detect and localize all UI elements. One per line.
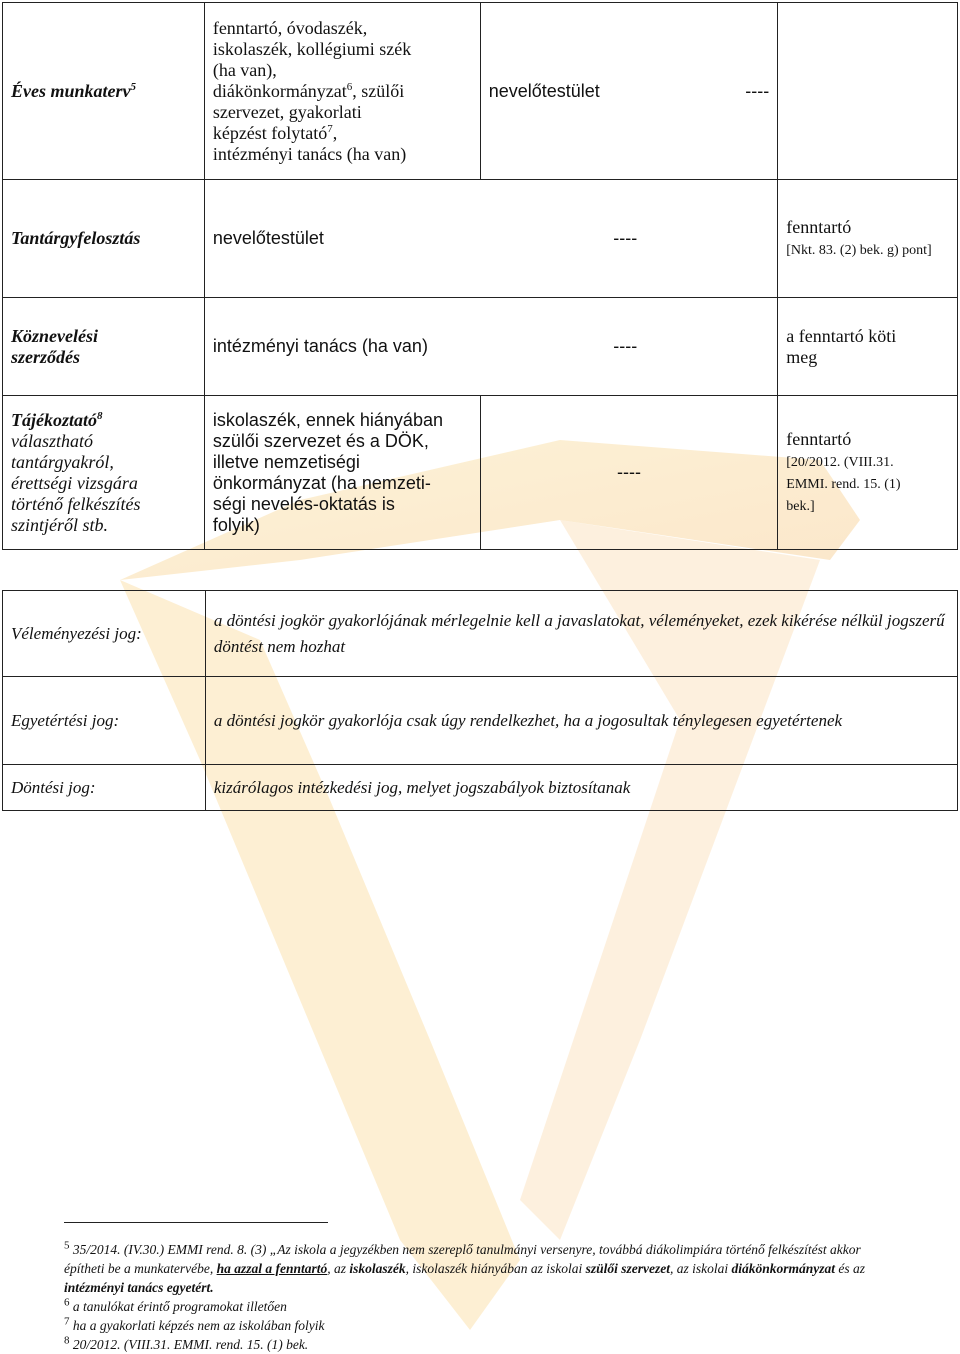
table-row	[3, 180, 958, 298]
table-row	[3, 298, 958, 396]
maintainer-cell: fenntartó [Nkt. 83. (2) bek. g) pont]	[778, 180, 958, 298]
maintainer-cell: fenntartó [20/2012. (VIII.31. EMMI. rend. 15. (1) bek.]	[778, 396, 958, 550]
footnotes	[64, 1240, 904, 1354]
dash-cell: ----	[480, 180, 778, 298]
definition-label: Döntési jog:	[3, 765, 206, 811]
table-row	[3, 3, 958, 180]
footnote-5: $^5$ 35/2014. (IV.30.) EMMI rend. 8. (3) „Az iskola a jegyzékben nem szereplő tanulmányi versenyre, továbbá diákolimpiára történő felkészítést akkor építheti be a munkatervébe, ha azzal a fenntartó, az iskolaszék, iskolaszék hiányában az iskolai szülői szervezet, az iskolai diákönkormányzat és az intézményi tanács egyetért.	[64, 1239, 866, 1295]
footnote-7: $^7$ ha a gyakorlati képzés nem az iskolában folyik	[64, 1315, 325, 1333]
footnote-separator	[64, 1222, 328, 1223]
decision-holders-cell: fenntartó, óvodaszék, iskolaszék, kollégiumi szék (ha van), diákönkormányzat$^6$, szülői szervezet, gyakorlati képzést folytató$^7$, intézményi tanács (ha van)	[204, 3, 480, 180]
empty-cell	[778, 3, 958, 180]
decision-holders-cell: nevelőtestület	[204, 180, 480, 298]
footnote-8: $^8$ 20/2012. (VIII.31. EMMI. rend. 15. (1) bek.	[64, 1334, 309, 1352]
definitions-table	[2, 590, 958, 811]
row-title-information: Tájékoztató$^8$ választható tantárgyakról, érettségi vizsgára történő felkészítés szintjéről stb.	[3, 396, 205, 550]
row-title-subject-distribution: Tantárgyfelosztás	[3, 180, 205, 298]
maintainer-cell: a fenntartó köti meg	[778, 298, 958, 396]
table-row	[3, 396, 958, 550]
dash-cell: ----	[480, 396, 778, 550]
definition-text: a döntési jogkör gyakorlójának mérlegelnie kell a javaslatokat, véleményeket, ezek kikérése nélkül jogszerű döntést nem hozhat	[205, 591, 957, 677]
decision-holders-cell: intézményi tanács (ha van)	[204, 298, 480, 396]
approver-cell: nevelőtestület ----	[480, 3, 778, 180]
definition-label: Egyetértési jog:	[3, 677, 206, 765]
dash-cell: ----	[480, 298, 778, 396]
table-row	[3, 765, 958, 811]
row-title-annual-plan: Éves munkaterv$^5$	[3, 3, 205, 180]
definition-text: a döntési jogkör gyakorlója csak úgy rendelkezhet, ha a jogosultak ténylegesen egyetértenek	[205, 677, 957, 765]
definition-label: Véleményezési jog:	[3, 591, 206, 677]
decision-holders-cell: iskolaszék, ennek hiányában szülői szervezet és a DÖK, illetve nemzetiségi önkormányzat (ha nemzeti- ségi nevelés-oktatás is folyik)	[204, 396, 480, 550]
rights-table	[2, 2, 958, 550]
footnote-6: $^6$ a tanulókat érintő programokat illetően	[64, 1296, 287, 1314]
row-title-contract: Köznevelési szerződés	[3, 298, 205, 396]
table-row	[3, 677, 958, 765]
definition-text: kizárólagos intézkedési jog, melyet jogszabályok biztosítanak	[205, 765, 957, 811]
table-row	[3, 591, 958, 677]
